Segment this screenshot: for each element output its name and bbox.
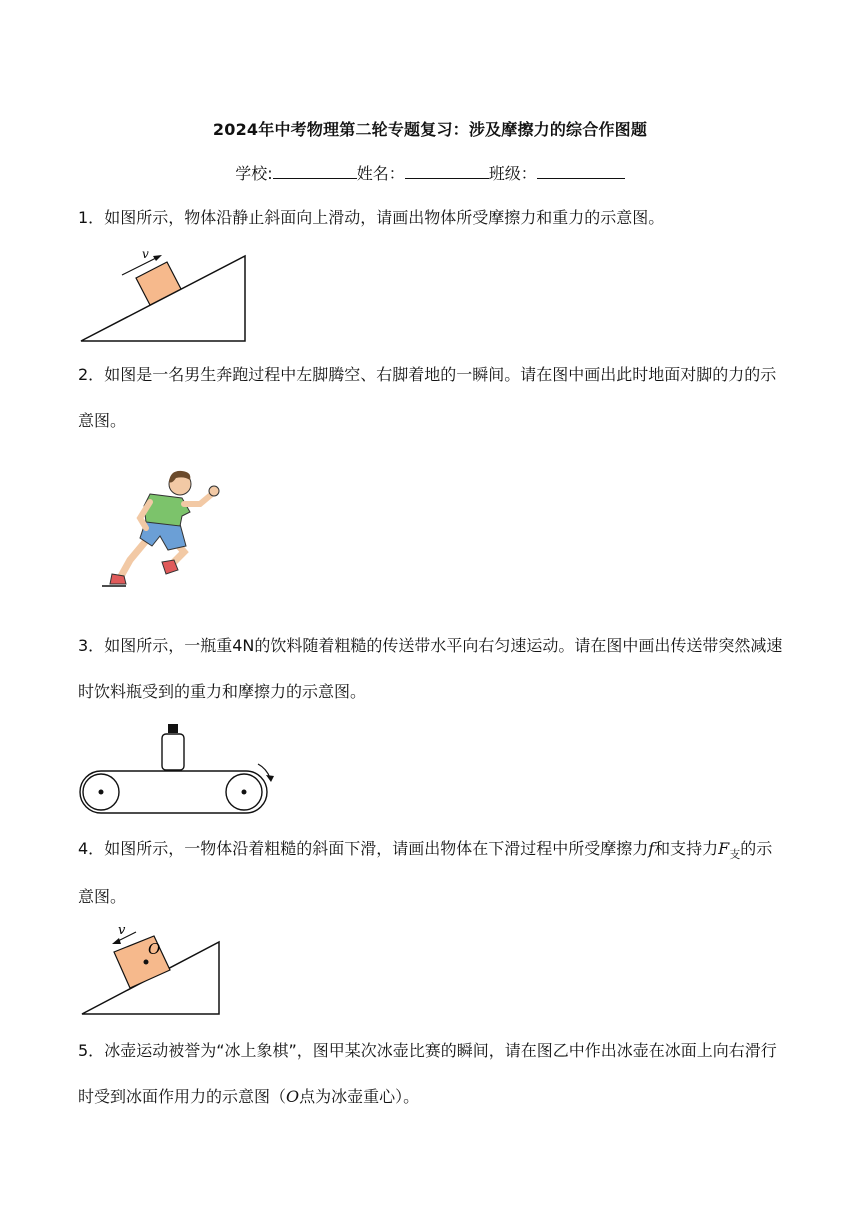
student-info-line xyxy=(0,161,860,184)
question-5-number: 5． xyxy=(78,1041,105,1060)
planted-leg xyxy=(120,536,150,578)
school-label: 学校: xyxy=(235,164,273,183)
velocity-label-2: v xyxy=(118,923,126,938)
incline-downward-figure xyxy=(78,922,226,1018)
bottle xyxy=(162,734,184,770)
velocity-label: v xyxy=(142,247,149,261)
question-1-number: 1． xyxy=(78,208,105,227)
front-fist xyxy=(209,486,219,496)
running-boy-figure xyxy=(100,462,230,592)
sliding-block xyxy=(136,262,181,305)
friction-symbol: f xyxy=(648,839,655,858)
sliding-block-2 xyxy=(114,936,170,988)
velocity-arrow-head xyxy=(153,255,162,261)
question-4-text-a: 如图所示，一物体沿着粗糙的斜面下滑，请画出物体在下滑过程中所受摩擦力 xyxy=(104,839,649,858)
question-1 xyxy=(78,195,784,241)
question-4-number: 4． xyxy=(78,839,105,858)
center-label: O xyxy=(148,940,161,958)
question-5-text-b: 点为冰壶重心）。 xyxy=(299,1087,420,1106)
question-5 xyxy=(78,1028,784,1120)
shirt xyxy=(144,494,190,526)
support-force-symbol: F xyxy=(718,839,730,858)
question-4-text-c: 的示意图。 xyxy=(78,839,773,906)
class-label: 班级： xyxy=(488,164,537,183)
center-point xyxy=(144,960,149,965)
right-roller-axle xyxy=(242,790,247,795)
planted-shoe xyxy=(110,574,126,584)
document-title: 2024年中考物理第二轮专题复习：涉及摩擦力的综合作图题 xyxy=(212,120,648,139)
question-2 xyxy=(78,352,784,444)
left-roller-axle xyxy=(99,790,104,795)
question-2-number: 2． xyxy=(78,365,105,384)
support-force-subscript: 支 xyxy=(729,848,741,861)
front-arm xyxy=(184,494,212,504)
belt-right-curve xyxy=(246,771,267,813)
question-4-text-b: 和支持力 xyxy=(654,839,719,858)
question-2-text: 如图是一名男生奔跑过程中左脚腾空、右脚着地的一瞬间。请在图中画出此时地面对脚的力的示意图。 xyxy=(78,365,777,430)
name-label: 姓名： xyxy=(356,164,405,183)
bottle-cap xyxy=(168,724,178,733)
rotation-arrow-head xyxy=(266,775,274,782)
question-3-number: 3． xyxy=(78,636,105,655)
question-4 xyxy=(78,826,784,920)
question-5-text-a: 冰壶运动被誉为“冰上象棋”，图甲某次冰壶比赛的瞬间，请在图乙中作出冰壶在冰面上向右滑行时受到冰面作用力的示意图（ xyxy=(78,1041,777,1106)
school-blank xyxy=(273,164,357,179)
name-blank xyxy=(405,164,489,179)
question-3 xyxy=(78,623,784,715)
incline-upward-figure xyxy=(78,244,250,346)
centroid-symbol: O xyxy=(286,1087,300,1106)
class-blank xyxy=(537,164,625,179)
velocity-arrow-head-2 xyxy=(112,938,121,944)
question-1-text: 如图所示，物体沿静止斜面向上滑动，请画出物体所受摩擦力和重力的示意图。 xyxy=(104,208,665,227)
question-3-text: 如图所示，一瓶重4N的饮料随着粗糙的传送带水平向右匀速运动。请在图中画出传送带突然减速时饮料瓶受到的重力和摩擦力的示意图。 xyxy=(78,636,783,701)
conveyor-belt-figure xyxy=(78,722,278,816)
